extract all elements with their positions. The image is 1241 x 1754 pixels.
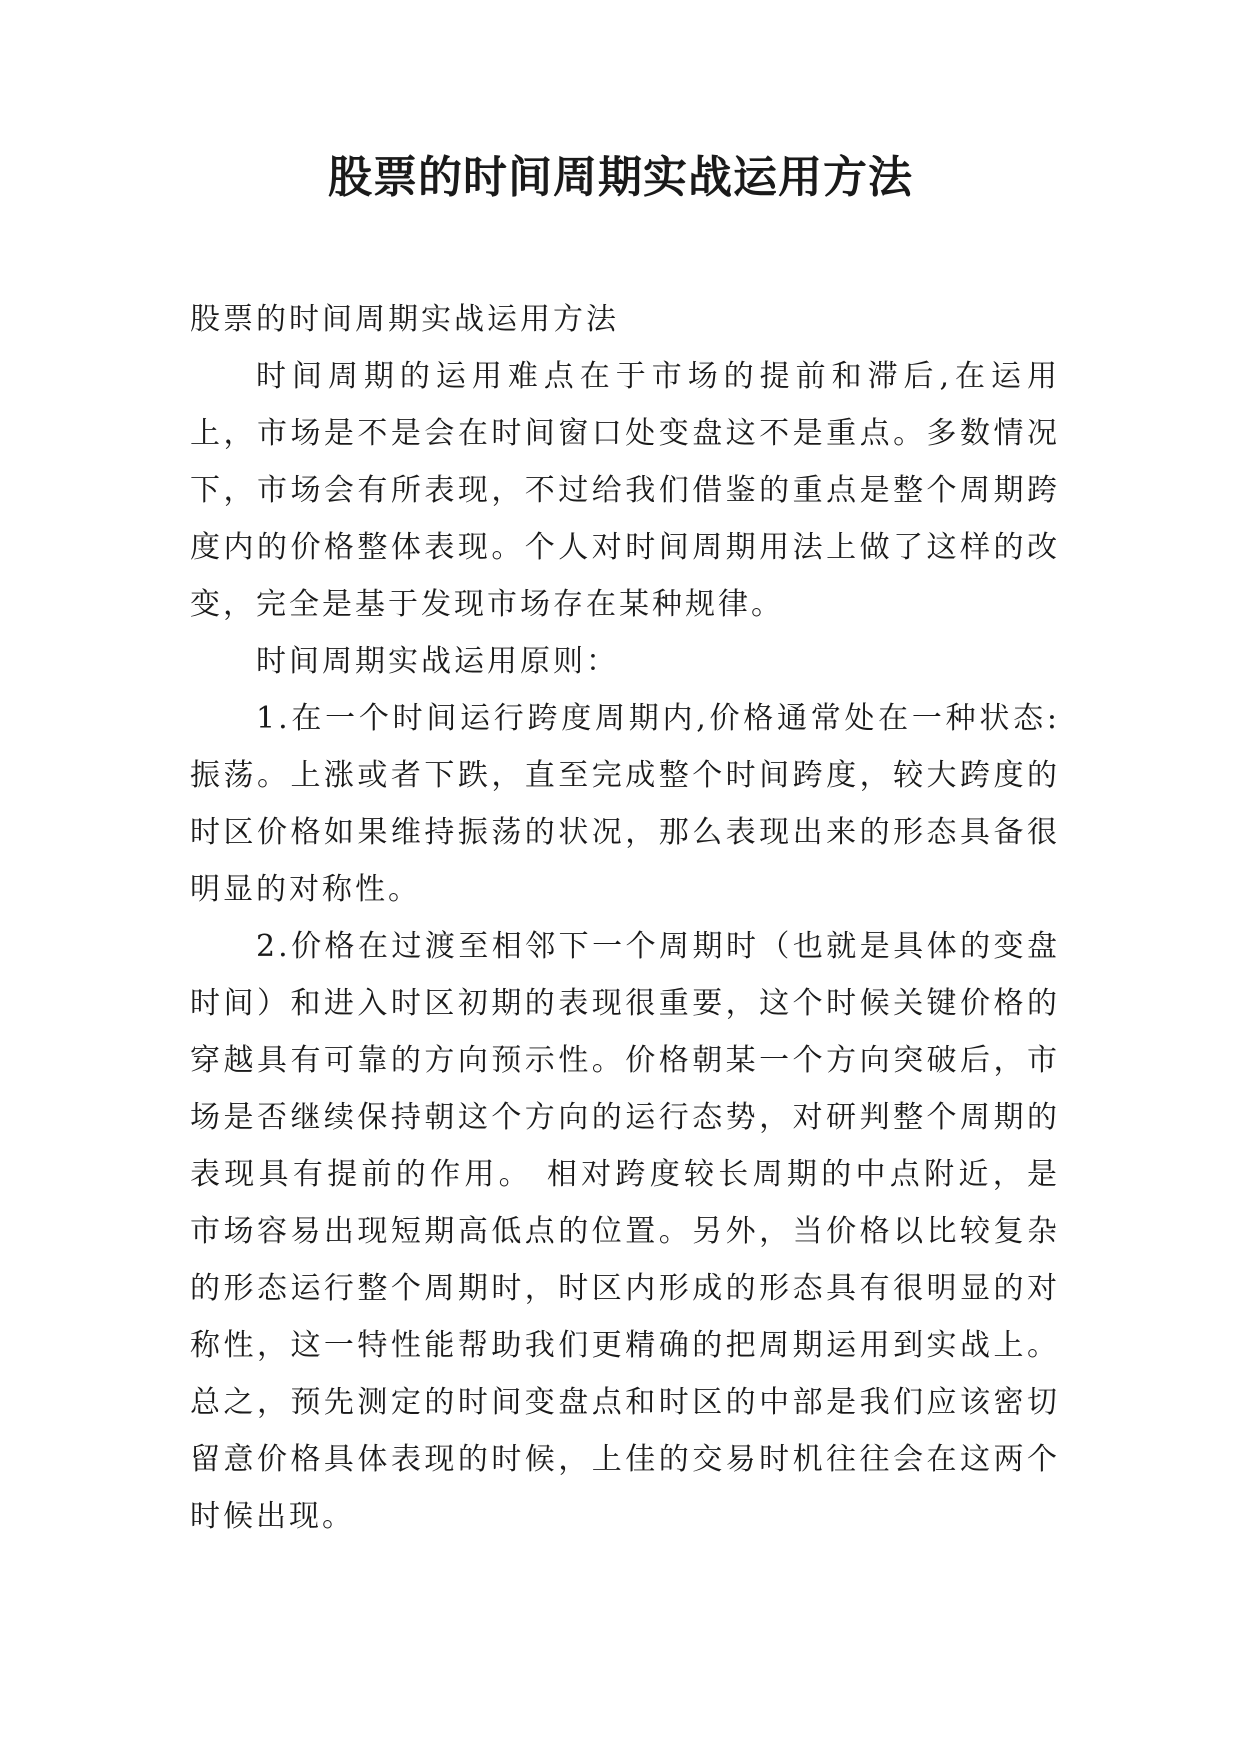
document-title: 股票的时间周期实战运用方法 bbox=[328, 152, 913, 203]
body-heading-line: 股票的时间周期实战运用方法 bbox=[190, 302, 619, 337]
document-body bbox=[190, 291, 1060, 1545]
paragraph-principles-heading: 时间周期实战运用原则： bbox=[256, 644, 619, 679]
paragraph-intro: 时间周期的运用难点在于市场的提前和滞后,在运用上，市场是不是会在时间窗口处变盘这不是重点。多数情况下，市场会有所表现，不过给我们借鉴的重点是整个周期跨度内的价格整体表现。个人对时间周期用法上做了这样的改变，完全是基于发现市场存在某种规律。 bbox=[190, 359, 1060, 622]
paragraph-principle-1: 1.在一个时间运行跨度周期内,价格通常处在一种状态:振荡。上涨或者下跌，直至完成整个时间跨度，较大跨度的时区价格如果维持振荡的状况，那么表现出来的形态具备很明显的对称性。 bbox=[190, 701, 1060, 907]
paragraph-principle-2: 2.价格在过渡至相邻下一个周期时（也就是具体的变盘时间）和进入时区初期的表现很重要，这个时候关键价格的穿越具有可靠的方向预示性。价格朝某一个方向突破后，市场是否继续保持朝这个方向的运行态势，对研判整个周期的表现具有提前的作用。 相对跨度较长周期的中点附近，是市场容易出现短期高低点的位置。另外，当价格以比较复杂的形态运行整个周期时，时区内形成的形态具有很明显的对称性，这一特性能帮助我们更精确的把周期运用到实战上。总之，预先测定的时间变盘点和时区的中部是我们应该密切留意价格具体表现的时候，上佳的交易时机往往会在这两个时候出现。 bbox=[190, 929, 1060, 1534]
